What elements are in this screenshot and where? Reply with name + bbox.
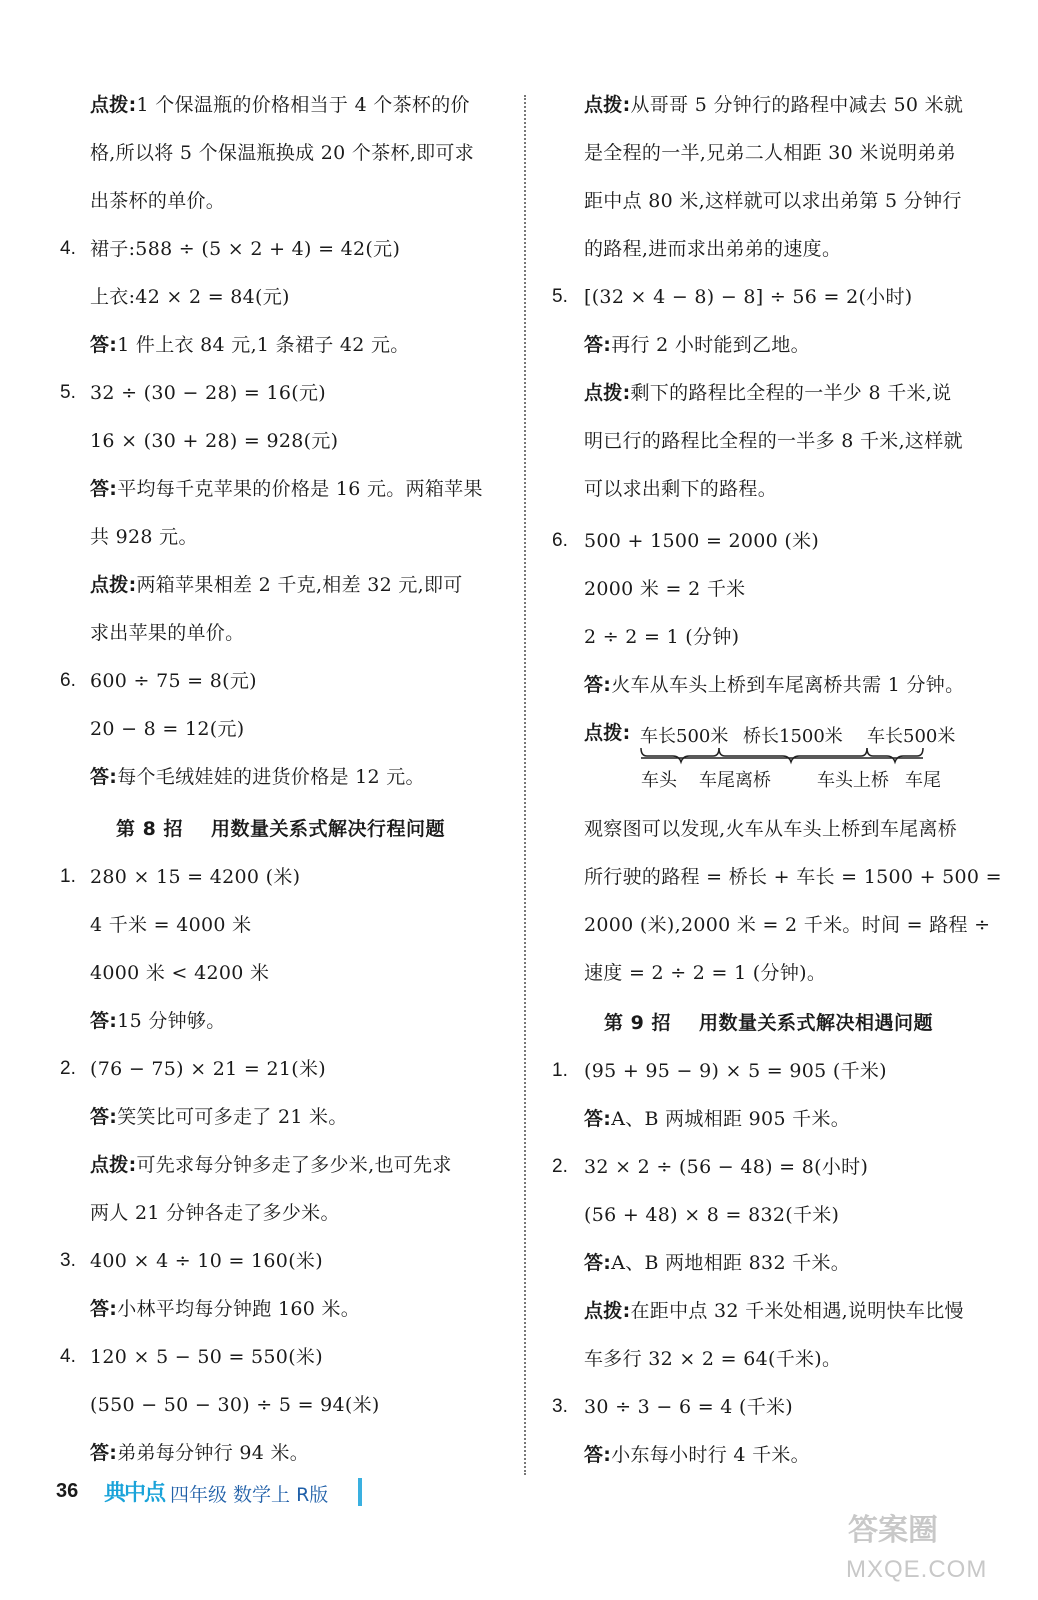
equation-line: 20 − 8 = 12(元) [90, 718, 245, 740]
answer-text: 再行 2 小时能到乙地。 [611, 334, 810, 356]
answer-label: 答: [584, 1108, 612, 1130]
equation-line: 32 × 2 ÷ (56 − 48) = 8(小时) [584, 1156, 869, 1178]
answer-line [584, 1251, 850, 1275]
answer-line [90, 477, 483, 501]
hint-text: 1 个保温瓶的价格相当于 4 个茶杯的价 [136, 94, 470, 116]
hint-line [90, 93, 470, 117]
item-number: 1. [552, 1060, 568, 1081]
answer-text: 小林平均每分钟跑 160 米。 [117, 1298, 361, 1320]
equation-line: 32 ÷ (30 − 28) = 16(元) [90, 382, 326, 404]
answer-line [90, 765, 425, 789]
hint-line [584, 381, 951, 405]
equation-line: 4000 米 < 4200 米 [90, 962, 270, 984]
page-number: 36 [56, 1480, 79, 1502]
equation-line: 4 千米 = 4000 米 [90, 914, 252, 936]
answer-text: 小东每小时行 4 千米。 [611, 1444, 810, 1466]
equation-line: 500 + 1500 = 2000 (米) [584, 530, 820, 552]
answer-text: 15 分钟够。 [117, 1010, 226, 1032]
answer-text: A、B 两城相距 905 千米。 [611, 1108, 851, 1130]
answer-label: 答: [584, 674, 612, 696]
diagram-tail: 车尾 [905, 770, 941, 791]
footer-accent-bar [358, 1478, 362, 1506]
text-line: 观察图可以发现,火车从车头上桥到车尾离桥 [584, 818, 958, 840]
diagram-car-length: 车长500米 [867, 726, 956, 747]
answer-line [584, 673, 964, 697]
answer-label: 答: [90, 334, 118, 356]
diagram-bridge-length: 桥长1500米 [743, 726, 843, 747]
item-number: 4. [60, 1346, 76, 1367]
hint-label: 点拨: [584, 1300, 631, 1322]
answer-line [584, 1107, 850, 1131]
text-line: 共 928 元。 [90, 526, 198, 548]
equation-line: 400 × 4 ÷ 10 = 160(米) [90, 1250, 323, 1272]
answer-line [90, 1105, 348, 1129]
equation-line: (550 − 50 − 30) ÷ 5 = 94(米) [90, 1394, 380, 1416]
text-line: 两人 21 分钟各走了多少米。 [90, 1202, 340, 1224]
equation-line: [(32 × 4 − 8) − 8] ÷ 56 = 2(小时) [584, 286, 913, 308]
hint-text: 可先求每分钟多走了多少米,也可先求 [136, 1154, 452, 1176]
diagram-head-enter: 车头上桥 [817, 770, 889, 791]
section-number: 第 8 招 [116, 818, 183, 840]
equation-line: 120 × 5 − 50 = 550(米) [90, 1346, 323, 1368]
hint-text: 剩下的路程比全程的一半少 8 千米,说 [630, 382, 952, 404]
text-line: 格,所以将 5 个保温瓶换成 20 个茶杯,即可求 [90, 142, 475, 164]
hint-line [584, 1299, 964, 1323]
answer-line [584, 333, 810, 357]
answer-text: 火车从车头上桥到车尾离桥共需 1 分钟。 [611, 674, 965, 696]
answer-text: 弟弟每分钟行 94 米。 [117, 1442, 310, 1464]
answer-text: 笑笑比可可多走了 21 米。 [117, 1106, 348, 1128]
answer-label: 答: [584, 1444, 612, 1466]
hint-text: 从哥哥 5 分钟行的路程中减去 50 米就 [630, 94, 964, 116]
hint-label: 点拨: [90, 94, 137, 116]
answer-line [90, 333, 410, 357]
watermark-url: MXQE.COM [846, 1556, 988, 1583]
answer-label: 答: [90, 1106, 118, 1128]
answer-text: A、B 两地相距 832 千米。 [611, 1252, 851, 1274]
hint-text: 两箱苹果相差 2 千克,相差 32 元,即可 [136, 574, 463, 596]
diagram-head: 车头 [641, 770, 677, 791]
equation-line: 2 ÷ 2 = 1 (分钟) [584, 626, 740, 648]
answer-text: 每个毛绒娃娃的进货价格是 12 元。 [117, 766, 425, 788]
item-number: 2. [60, 1058, 76, 1079]
text-line: 速度 = 2 ÷ 2 = 1 (分钟)。 [584, 962, 827, 984]
answer-label: 答: [90, 1442, 118, 1464]
diagram-tail-leave: 车尾离桥 [699, 770, 771, 791]
text-line: 的路程,进而求出弟弟的速度。 [584, 238, 842, 260]
text-line: 所行驶的路程 = 桥长 + 车长 = 1500 + 500 = [584, 866, 1002, 888]
diagram-car-length: 车长500米 [640, 726, 729, 747]
item-number: 5. [60, 382, 76, 403]
equation-line: 30 ÷ 3 − 6 = 4 (千米) [584, 1396, 794, 1418]
hint-label: 点拨: [584, 722, 631, 744]
equation-line: (76 − 75) × 21 = 21(米) [90, 1058, 326, 1080]
item-number: 1. [60, 866, 76, 887]
text-line: 是全程的一半,兄弟二人相距 30 米说明弟弟 [584, 142, 956, 164]
equation-line: 16 × (30 + 28) = 928(元) [90, 430, 339, 452]
text-line: 距中点 80 米,这样就可以求出弟第 5 分钟行 [584, 190, 962, 212]
section-title: 用数量关系式解决行程问题 [210, 818, 445, 840]
equation-line: (95 + 95 − 9) × 5 = 905 (千米) [584, 1060, 887, 1082]
answer-text: 平均每千克苹果的价格是 16 元。两箱苹果 [117, 478, 483, 500]
answer-label: 答: [90, 478, 118, 500]
equation-line: 600 ÷ 75 = 8(元) [90, 670, 257, 692]
equation-line: 上衣:42 × 2 = 84(元) [90, 286, 290, 308]
answer-line [584, 1443, 810, 1467]
watermark-logo: 答案圈 [848, 1513, 938, 1548]
hint-label: 点拨: [90, 1154, 137, 1176]
hint-label: 点拨: [90, 574, 137, 596]
item-number: 4. [60, 238, 76, 259]
text-line: 2000 (米),2000 米 = 2 千米。时间 = 路程 ÷ [584, 914, 991, 936]
equation-line: 280 × 15 = 4200 (米) [90, 866, 301, 888]
equation-line: 裙子:588 ÷ (5 × 2 + 4) = 42(元) [90, 238, 401, 260]
answer-label: 答: [584, 1252, 612, 1274]
hint-line [90, 573, 463, 597]
hint-line [584, 93, 963, 117]
section-heading-9 [604, 1011, 933, 1035]
answer-label: 答: [90, 1298, 118, 1320]
text-line: 明已行的路程比全程的一半多 8 千米,这样就 [584, 430, 963, 452]
answer-line [90, 1441, 309, 1465]
item-number: 6. [552, 530, 568, 551]
book-title: 四年级 数学上 R版 [170, 1484, 329, 1506]
item-number: 6. [60, 670, 76, 691]
equation-line: (56 + 48) × 8 = 832(千米) [584, 1204, 840, 1226]
text-line: 求出苹果的单价。 [90, 622, 245, 644]
answer-line [90, 1297, 360, 1321]
item-number: 3. [552, 1396, 568, 1417]
hint-label: 点拨: [584, 382, 631, 404]
answer-label: 答: [90, 766, 118, 788]
item-number: 5. [552, 286, 568, 307]
train-bridge-diagram [583, 714, 983, 794]
equation-line: 2000 米 = 2 千米 [584, 578, 746, 600]
text-line: 出茶杯的单价。 [90, 190, 226, 212]
brand-logo: 典中点 [104, 1481, 165, 1506]
answer-label: 答: [90, 1010, 118, 1032]
column-divider [524, 95, 526, 1475]
item-number: 3. [60, 1250, 76, 1271]
answer-label: 答: [584, 334, 612, 356]
item-number: 2. [552, 1156, 568, 1177]
text-line: 可以求出剩下的路程。 [584, 478, 778, 500]
section-number: 第 9 招 [604, 1012, 671, 1034]
answer-line [90, 1009, 226, 1033]
section-title: 用数量关系式解决相遇问题 [698, 1012, 933, 1034]
hint-label: 点拨: [584, 94, 631, 116]
hint-text: 在距中点 32 千米处相遇,说明快车比慢 [630, 1300, 964, 1322]
answer-text: 1 件上衣 84 元,1 条裙子 42 元。 [117, 334, 410, 356]
section-heading-8 [116, 817, 445, 841]
text-line: 车多行 32 × 2 = 64(千米)。 [584, 1348, 842, 1370]
hint-line [90, 1153, 452, 1177]
